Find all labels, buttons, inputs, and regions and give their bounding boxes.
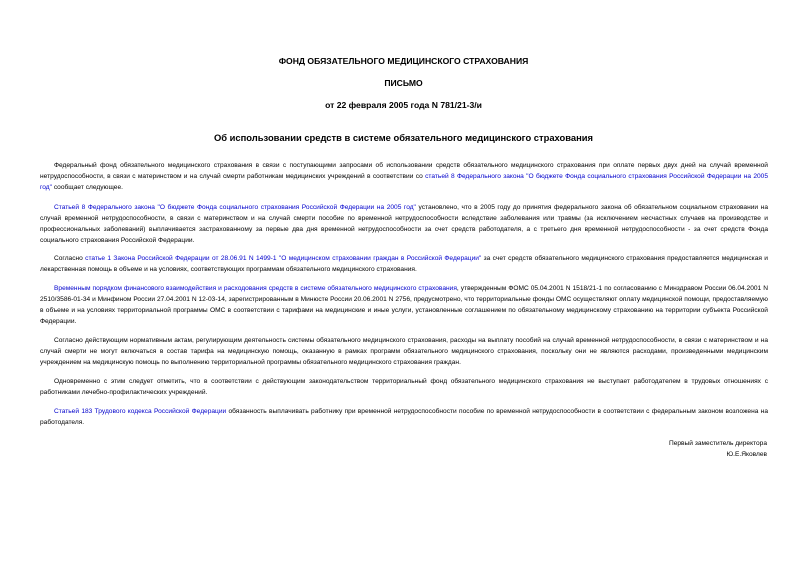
document-type: ПИСЬМО: [384, 78, 423, 88]
link-article-8-budget-law[interactable]: статьей 8 Федерального закона "О бюджете Фонда социального страхования Российской Федерации на 2005 год": [40, 173, 768, 192]
paragraph-1-text-b: сообщает следующее.: [51, 184, 123, 192]
paragraph-5-text: Согласно действующим нормативным актам, регулирующим деятельность системы обязательного медицинского страхования, расходы на выплату пособий на случай временной нетрудоспособности, в связи с материнством и на случай смерти не могут включаться в состав тарифа на медицинскую помощь, оказанную в рамках программ обязательного медицинского страхования, поскольку они не являются расходами, произведенными медицинским учреждением на медицинскую помощь по выполнению территориальной программы обязательного медицинского страхования граждан.: [40, 337, 768, 367]
paragraph-7: [40, 406, 768, 428]
signature-name: Ю.Е.Яковлев: [726, 451, 767, 458]
document-title: Об использовании средств в системе обязательного медицинского страхования: [213, 132, 593, 143]
link-article-8-budget-law-2[interactable]: Статьей 8 Федерального закона "О бюджете Фонда социального страхования Российской Федерации на 2005 год": [54, 204, 416, 211]
paragraph-2: [40, 202, 768, 246]
paragraph-1: [40, 160, 768, 193]
paragraph-7-text: обязанность выплачивать работнику при временной нетрудоспособности пособие по временной нетрудоспособности в соответствии с федеральным законом возложена на работодателя.: [40, 408, 768, 427]
organization-name: ФОНД ОБЯЗАТЕЛЬНОГО МЕДИЦИНСКОГО СТРАХОВАНИЯ: [278, 56, 529, 66]
paragraph-6-text: Одновременно с этим следует отметить, что в соответствии с действующим законодательством территориальный фонд обязательного медицинского страхования не выступает работодателем в трудовых отношениях с работниками лечебно-профилактических учреждений.: [40, 378, 768, 397]
link-article-1-insurance-law[interactable]: статье 1 Закона Российской Федерации от 28.06.91 N 1499-1 "О медицинском страховании граждан в Российской Федерации": [85, 255, 482, 262]
link-article-183-labor-code[interactable]: Статьей 183 Трудового кодекса Российской Федерации: [54, 408, 227, 415]
signature-position: Первый заместитель директора: [668, 440, 767, 447]
paragraph-3-text-a: Согласно: [54, 255, 86, 262]
paragraph-4: [40, 283, 768, 327]
paragraph-4-text-b: , зарегистрированным в Минюсте России 20.06.2001 N 2756, предусмотрено, что территориальные фонды ОМС осуществляют оплату медицинской помощи, предоставляемую в объеме и на условиях территориальной программы ОМС в соответствии с тарифами на медицинские и иные услуги, установленные соглашением по обязательному медицинскому страхованию на территории субъекта Российской Федерации.: [40, 296, 768, 326]
paragraph-3: [40, 253, 768, 275]
paragraph-6: [40, 376, 768, 398]
paragraph-1-text-a: Федеральный фонд обязательного медицинского страхования в связи с поступающими запросами об использовании средств обязательного медицинского страхования при оплате первых двух дней на случай временной нетрудоспособности, в связи с материнством и на случай смерти работникам медицинских учреждений в соответствии со: [40, 162, 768, 181]
document-date-number: от 22 февраля 2005 года N 781/21-3/и: [325, 100, 482, 110]
link-temporary-procedure[interactable]: Временным порядком финансового взаимодействия и расходования средств в системе обязательного медицинского страхования: [54, 285, 457, 292]
paragraph-4-text-a: , утвержденным ФОМС 05.04.2001 N 1518/21-1 по согласованию с Минздравом России 06.04.2001 N 2510/3586-01-34 и Минфином России 27.04.2001 N 12-03-14: [40, 285, 768, 304]
paragraph-2-text: установлено, что в 2005 году до принятия федерального закона об обязательном социальном страховании на случай временной нетрудоспособности, в связи с материнством и на случай смерти пособие по временной нетрудоспособности вследствие заболевания или травмы (за исключением несчастных случаев на производстве и профессиональных заболеваний) выплачивается застрахованному за первые два дня временной нетрудоспособности за счет средств работодателя, а с третьего дня временной нетрудоспособности - за счет средств Фонда социального страхования Российской Федерации.: [40, 204, 768, 245]
paragraph-5: [40, 335, 768, 368]
signature-block: [669, 438, 767, 460]
paragraph-3-text-b: за счет средств обязательного медицинского страхования предоставляется медицинская и лекарственная помощь в объеме и на условиях, соответствующих программам обязательного медицинского страхования.: [40, 255, 768, 274]
